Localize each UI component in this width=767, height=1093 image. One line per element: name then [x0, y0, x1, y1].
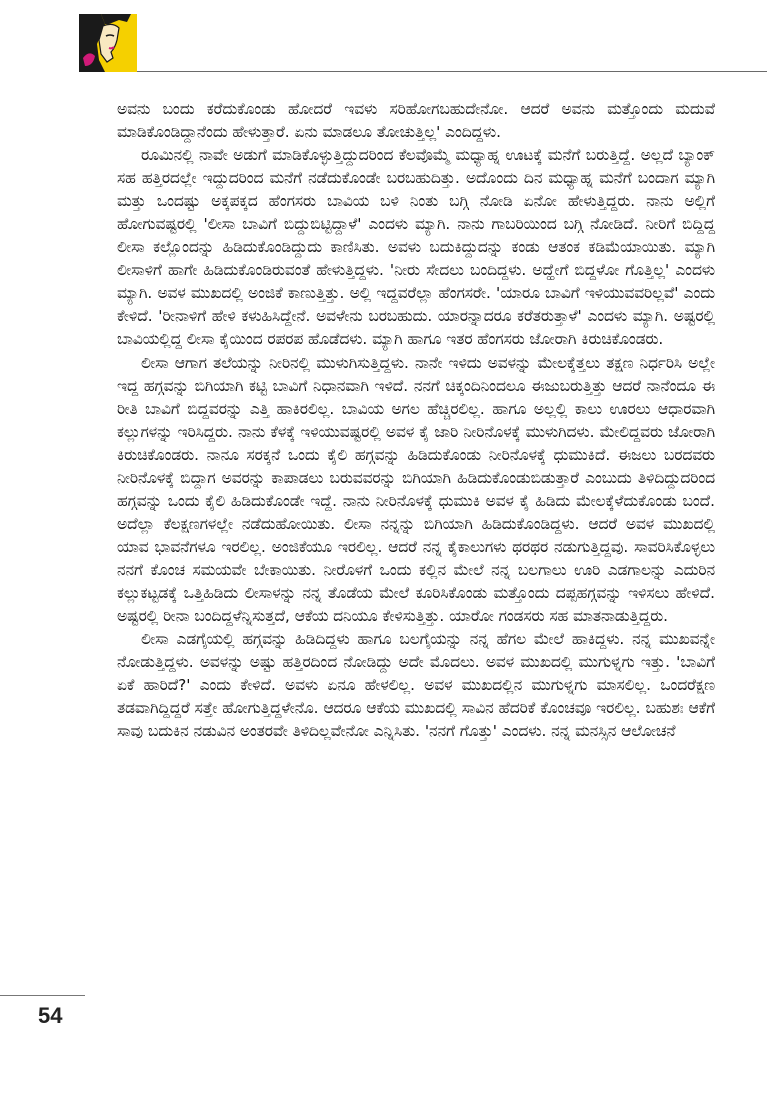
- paragraph-4: ಲೀಸಾ ಎಡಗೈಯಲ್ಲಿ ಹಗ್ಗವನ್ನು ಹಿಡಿದಿದ್ದಳು ಹಾಗೂ ಬಲಗೈಯನ್ನು ನನ್ನ ಹೆಗಲ ಮೇಲೆ ಹಾಕಿದ್ದಳು. ನನ್ನ ಮುಖವನ್ನೇ ನೋಡುತ್ತಿದ್ದಳು. ಅವಳನ್ನು ಅಷ್ಟು ಹತ್ತಿರದಿಂದ ನೋಡಿದ್ದು ಅದೇ ಮೊದಲು. ಅವಳ ಮುಖದಲ್ಲಿ ಮುಗುಳ್ನಗು ಇತ್ತು. 'ಬಾವಿಗೆ ಏಕೆ ಹಾರಿದೆ?' ಎಂದು ಕೇಳಿದೆ. ಅವಳು ಏನೂ ಹೇಳಲಿಲ್ಲ. ಅವಳ ಮುಖದಲ್ಲಿನ ಮುಗುಳ್ನಗು ಮಾಸಲಿಲ್ಲ. ಒಂದರೆಕ್ಷಣ ತಡವಾಗಿದ್ದಿದ್ದರೆ ಸತ್ತೇ ಹೋಗುತ್ತಿದ್ದಳೇನೊ. ಆದರೂ ಆಕೆಯ ಮುಖದಲ್ಲಿ ಸಾವಿನ ಹೆದರಿಕೆ ಕೊಂಚವೂ ಇರಲಿಲ್ಲ. ಬಹುಶಃ ಆಕೆಗೆ ಸಾವು ಬದುಕಿನ ನಡುವಿನ ಅಂತರವೇ ತಿಳಿದಿಲ್ಲವೇನೋ ಎನ್ನಿಸಿತು. 'ನನಗೆ ಗೊತ್ತು' ಎಂದಳು. ನನ್ನ ಮನಸ್ಸಿನ ಆಲೋಚನೆ: [117, 630, 715, 741]
- page-number: 54: [38, 1003, 63, 1028]
- footer-rule: [0, 995, 85, 996]
- paragraph-1: ಅವನು ಬಂದು ಕರೆದುಕೊಂಡು ಹೋದರೆ ಇವಳು ಸರಿಹೋಗಬಹುದೇನೋ. ಆದರೆ ಅವನು ಮತ್ತೊಂದು ಮದುವೆ ಮಾಡಿಕೊಂಡಿದ್ದಾನೆಂದು ಹೇಳುತ್ತಾರೆ. ಏನು ಮಾಡಲೂ ತೋಚುತ್ತಿಲ್ಲ' ಎಂದಿದ್ದಳು.: [117, 100, 715, 142]
- logo-svg: [79, 14, 137, 72]
- woman-portrait-logo-icon: [79, 14, 137, 72]
- article-body: [117, 98, 715, 743]
- paragraph-3: ಲೀಸಾ ಆಗಾಗ ತಲೆಯನ್ನು ನೀರಿನಲ್ಲಿ ಮುಳುಗಿಸುತ್ತಿದ್ದಳು. ನಾನೇ ಇಳಿದು ಅವಳನ್ನು ಮೇಲಕ್ಕೆತ್ತಲು ತಕ್ಷಣ ನಿರ್ಧರಿಸಿ ಅಲ್ಲೇ ಇದ್ದ ಹಗ್ಗವನ್ನು ಬಿಗಿಯಾಗಿ ಕಟ್ಟಿ ಬಾವಿಗೆ ನಿಧಾನವಾಗಿ ಇಳಿದೆ. ನನಗೆ ಚಿಕ್ಕಂದಿನಿಂದಲೂ ಈಜುಬರುತ್ತಿತ್ತು ಆದರೆ ನಾನೆಂದೂ ಈ ರೀತಿ ಬಾವಿಗೆ ಬಿದ್ದವರನ್ನು ಎತ್ತಿ ಹಾಕಿರಲಿಲ್ಲ. ಬಾವಿಯ ಅಗಲ ಹೆಚ್ಚಿರಲಿಲ್ಲ. ಹಾಗೂ ಅಲ್ಲಲ್ಲಿ ಕಾಲು ಊರಲು ಆಧಾರವಾಗಿ ಕಲ್ಲುಗಳನ್ನು ಇರಿಸಿದ್ದರು. ನಾನು ಕೆಳಕ್ಕೆ ಇಳಿಯುವಷ್ಟರಲ್ಲಿ ಅವಳ ಕೈ ಜಾರಿ ನೀರಿನೊಳಕ್ಕೆ ಮುಳುಗಿದಳು. ಮೇಲಿದ್ದವರು ಜೋರಾಗಿ ಕಿರುಚಿಕೊಂಡರು. ನಾನೂ ಸರಕ್ಕನೆ ಒಂದು ಕೈಲಿ ಹಗ್ಗವನ್ನು ಹಿಡಿದುಕೊಂಡು ನೀರಿನೊಳಕ್ಕೆ ಧುಮುಕಿದೆ. ಈಜಲು ಬರದವರು ನೀರಿನೊಳಕ್ಕೆ ಬಿದ್ದಾಗ ಅವರನ್ನು ಕಾಪಾಡಲು ಬರುವವರನ್ನು ಬಿಗಿಯಾಗಿ ಹಿಡಿದುಕೊಂಡುಬಿಡುತ್ತಾರೆ ಎಂಬುದು ತಿಳಿದಿದ್ದುದರಿಂದ ಹಗ್ಗವನ್ನು ಒಂದು ಕೈಲಿ ಹಿಡಿದುಕೊಂಡೇ ಇದ್ದೆ. ನಾನು ನೀರಿನೊಳಕ್ಕೆ ಧುಮುಕಿ ಅವಳ ಕೈ ಹಿಡಿದು ಮೇಲಕ್ಕೆಳೆದುಕೊಂಡು ಬಂದೆ. ಅದೆಲ್ಲಾ ಕೆಲಕ್ಷಣಗಳಲ್ಲೇ ನಡೆದುಹೋಯಿತು. ಲೀಸಾ ನನ್ನನ್ನು ಬಿಗಿಯಾಗಿ ಹಿಡಿದುಕೊಂಡಿದ್ದಳು. ಆದರೆ ಅವಳ ಮುಖದಲ್ಲಿ ಯಾವ ಭಾವನೆಗಳೂ ಇರಲಿಲ್ಲ. ಅಂಜಿಕೆಯೂ ಇರಲಿಲ್ಲ. ಆದರೆ ನನ್ನ ಕೈಕಾಲುಗಳು ಥರಥರ ನಡುಗುತ್ತಿದ್ದವು. ಸಾವರಿಸಿಕೊಳ್ಳಲು ನನಗೆ ಕೊಂಚ ಸಮಯವೇ ಬೇಕಾಯಿತು. ನೀರೊಳಗೆ ಒಂದು ಕಲ್ಲಿನ ಮೇಲೆ ನನ್ನ ಬಲಗಾಲು ಊರಿ ಎಡಗಾಲನ್ನು ಎದುರಿನ ಕಲ್ಲುಕಟ್ಟಡಕ್ಕೆ ಒತ್ತಿಹಿಡಿದು ಲೀಸಾಳನ್ನು ನನ್ನ ತೊಡೆಯ ಮೇಲೆ ಕೂರಿಸಿಕೊಂಡು ಮತ್ತೊಂದು ದಪ್ಪಹಗ್ಗವನ್ನು ಇಳಿಸಲು ಹೇಳಿದೆ. ಅಷ್ಟರಲ್ಲಿ ರೀನಾ ಬಂದಿದ್ದಳೆನ್ನಿಸುತ್ತದೆ, ಆಕೆಯ ದನಿಯೂ ಕೇಳಿಸುತ್ತಿತ್ತು. ಯಾರೋ ಗಂಡಸರು ಸಹ ಮಾತನಾಡುತ್ತಿದ್ದರು.: [117, 353, 715, 626]
- header-rule: [137, 71, 767, 72]
- paragraph-2: ರೂಮಿನಲ್ಲಿ ನಾವೇ ಅಡುಗೆ ಮಾಡಿಕೊಳ್ಳುತ್ತಿದ್ದುದರಿಂದ ಕೆಲವೊಮ್ಮೆ ಮಧ್ಯಾಹ್ನ ಊಟಕ್ಕೆ ಮನೆಗೆ ಬರುತ್ತಿದ್ದೆ. ಅಲ್ಲದೆ ಬ್ಯಾಂಕ್ ಸಹ ಹತ್ತಿರದಲ್ಲೇ ಇದ್ದುದರಿಂದ ಮನೆಗೆ ನಡೆದುಕೊಂಡೇ ಬರಬಹುದಿತ್ತು. ಅದೊಂದು ದಿನ ಮಧ್ಯಾಹ್ನ ಮನೆಗೆ ಬಂದಾಗ ಮ್ಯಾಗಿ ಮತ್ತು ಒಂದಷ್ಟು ಅಕ್ಕಪಕ್ಕದ ಹೆಂಗಸರು ಬಾವಿಯ ಬಳಿ ನಿಂತು ಬಗ್ಗಿ ನೋಡಿ ಏನೋ ಹೇಳುತ್ತಿದ್ದರು. ನಾನು ಅಲ್ಲಿಗೆ ಹೋಗುವಷ್ಟರಲ್ಲಿ 'ಲೀಸಾ ಬಾವಿಗೆ ಬಿದ್ದುಬಿಟ್ಟಿದ್ದಾಳೆ' ಎಂದಳು ಮ್ಯಾಗಿ. ನಾನು ಗಾಬರಿಯಿಂದ ಬಗ್ಗಿ ನೋಡಿದೆ. ನೀರಿಗೆ ಬಿದ್ದಿದ್ದ ಲೀಸಾ ಕಲ್ಲೊಂದನ್ನು ಹಿಡಿದುಕೊಂಡಿದ್ದುದು ಕಾಣಿಸಿತು. ಅವಳು ಬದುಕಿದ್ದುದನ್ನು ಕಂಡು ಆತಂಕ ಕಡಿಮೆಯಾಯಿತು. ಮ್ಯಾಗಿ ಲೀಸಾಳಿಗೆ ಹಾಗೇ ಹಿಡಿದುಕೊಂಡಿರುವಂತೆ ಹೇಳುತ್ತಿದ್ದಳು. 'ನೀರು ಸೇದಲು ಬಂದಿದ್ದಳು. ಅದ್ಹೇಗೆ ಬಿದ್ದಳೋ ಗೊತ್ತಿಲ್ಲ' ಎಂದಳು ಮ್ಯಾಗಿ. ಅವಳ ಮುಖದಲ್ಲಿ ಅಂಜಿಕೆ ಕಾಣುತ್ತಿತ್ತು. ಅಲ್ಲಿ ಇದ್ದವರೆಲ್ಲಾ ಹೆಂಗಸರೇ. 'ಯಾರೂ ಬಾವಿಗೆ ಇಳಿಯುವವರಿಲ್ಲವೆ' ಎಂದು ಕೇಳಿದೆ. 'ರೀನಾಳಿಗೆ ಹೇಳಿ ಕಳುಹಿಸಿದ್ದೇನೆ. ಅವಳೇನು ಬರಬಹುದು. ಯಾರನ್ನಾದರೂ ಕರೆತರುತ್ತಾಳೆ' ಎಂದಳು ಮ್ಯಾಗಿ. ಅಷ್ಟರಲ್ಲಿ ಬಾವಿಯಲ್ಲಿದ್ದ ಲೀಸಾ ಕೈಯಿಂದ ರಪರಪ ಹೊಡೆದಳು. ಮ್ಯಾಗಿ ಹಾಗೂ ಇತರ ಹೆಂಗಸರು ಜೋರಾಗಿ ಕಿರುಚಿಕೊಂಡರು.: [117, 146, 715, 349]
